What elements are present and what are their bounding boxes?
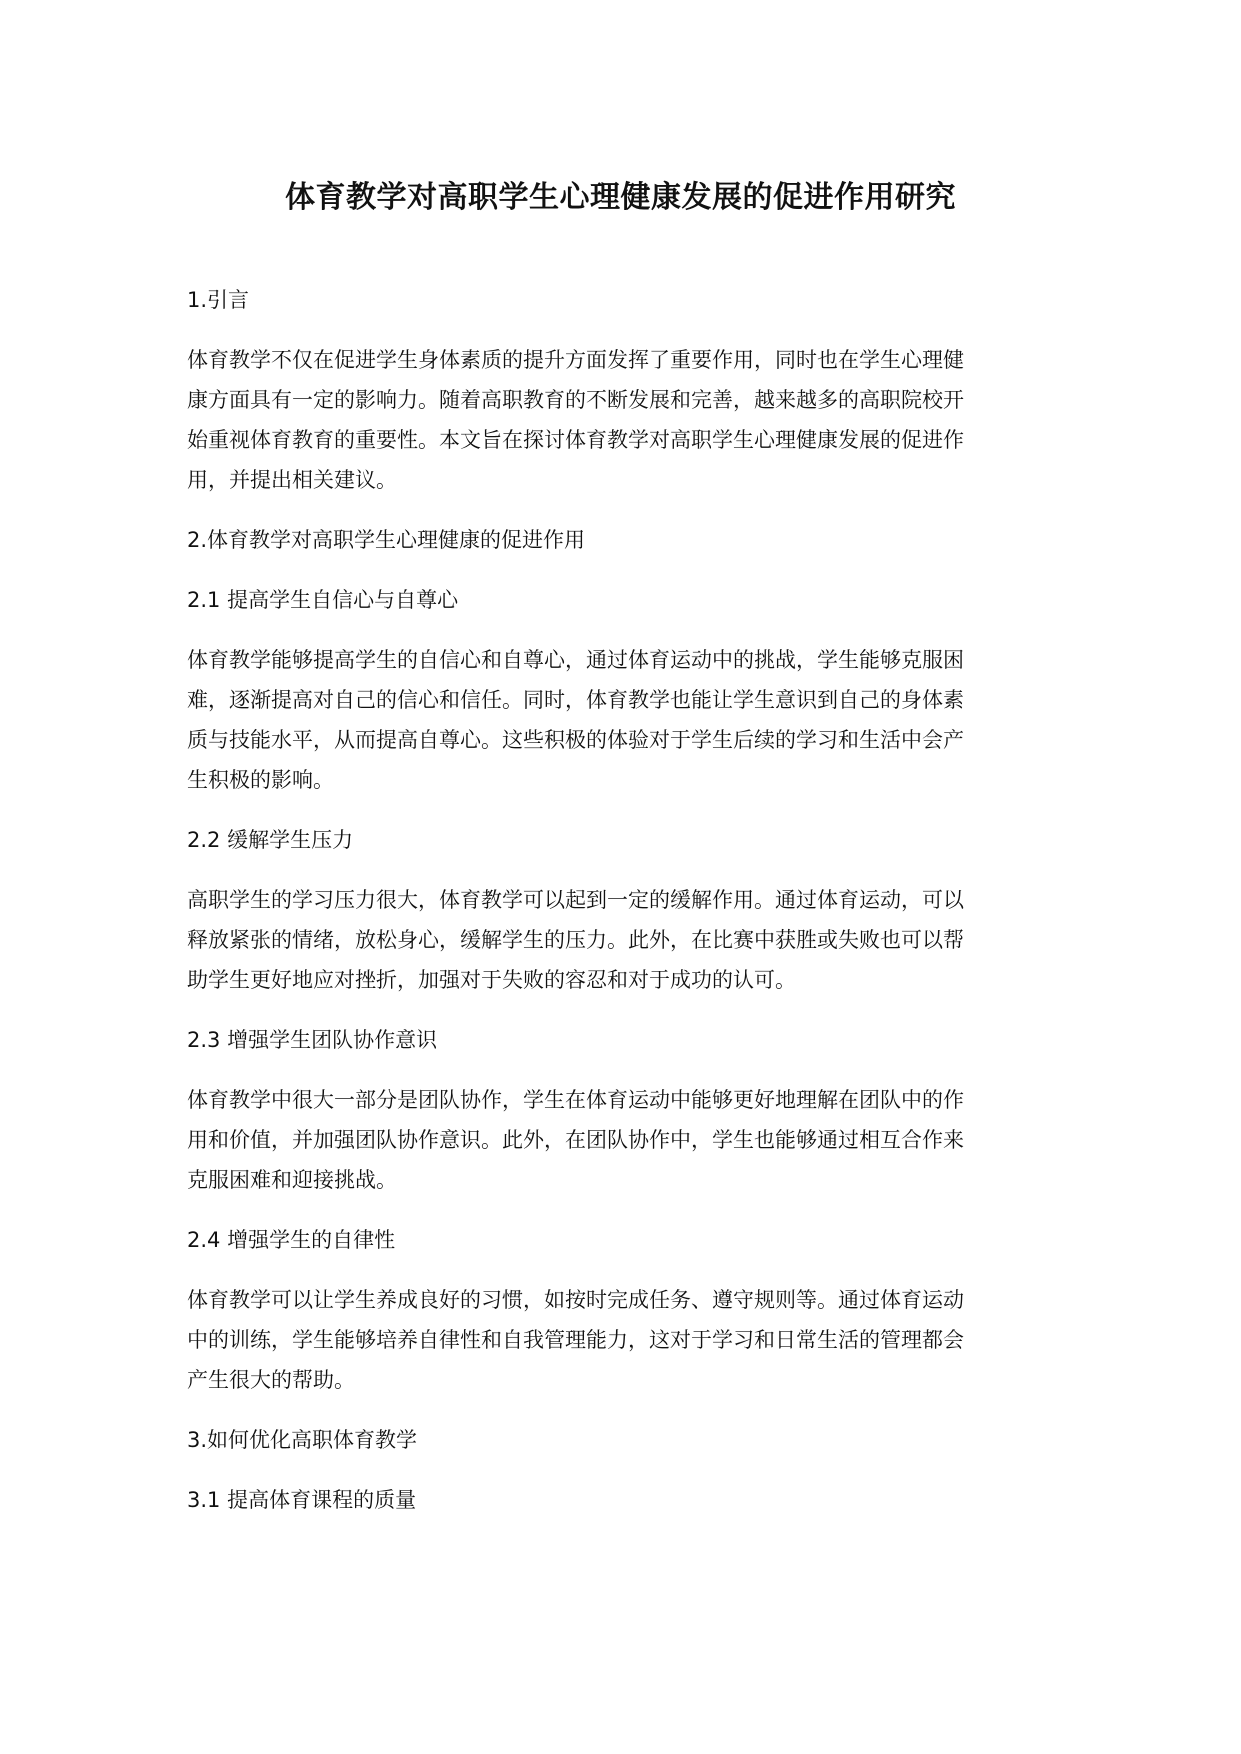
- paragraph-confidence: [187, 640, 1037, 800]
- paragraph-line: 质与技能水平，从而提高自尊心。这些积极的体验对于学生后续的学习和生活中会产: [187, 728, 964, 752]
- section-heading-2-2: 2.2 缓解学生压力: [187, 828, 354, 852]
- paragraph-line: 始重视体育教育的重要性。本文旨在探讨体育教学对高职学生心理健康发展的促进作: [187, 428, 964, 452]
- paragraph-self-discipline: [187, 1280, 1037, 1400]
- section-heading-2-3: 2.3 增强学生团队协作意识: [187, 1028, 438, 1052]
- document-title: 体育教学对高职学生心理健康发展的促进作用研究: [285, 180, 956, 215]
- paragraph-introduction: [187, 340, 1037, 500]
- paragraph-line: 体育教学可以让学生养成良好的习惯，如按时完成任务、遵守规则等。通过体育运动: [187, 1288, 964, 1312]
- paragraph-line: 用和价值，并加强团队协作意识。此外，在团队协作中，学生也能够通过相互合作来: [187, 1128, 964, 1152]
- section-heading-3-1: 3.1 提高体育课程的质量: [187, 1488, 417, 1512]
- paragraph-line: 生积极的影响。: [187, 768, 334, 792]
- document-body: [187, 280, 1037, 1540]
- paragraph-line: 难，逐渐提高对自己的信心和信任。同时，体育教学也能让学生意识到自己的身体素: [187, 688, 964, 712]
- paragraph-line: 体育教学不仅在促进学生身体素质的提升方面发挥了重要作用，同时也在学生心理健: [187, 348, 964, 372]
- paragraph-line: 克服困难和迎接挑战。: [187, 1168, 397, 1192]
- paragraph-stress-relief: [187, 880, 1037, 1000]
- paragraph-line: 产生很大的帮助。: [187, 1368, 355, 1392]
- section-heading-2-1: 2.1 提高学生自信心与自尊心: [187, 588, 459, 612]
- paragraph-line: 中的训练，学生能够培养自律性和自我管理能力，这对于学习和日常生活的管理都会: [187, 1328, 964, 1352]
- paragraph-line: 体育教学能够提高学生的自信心和自尊心，通过体育运动中的挑战，学生能够克服困: [187, 648, 964, 672]
- section-heading-2-4: 2.4 增强学生的自律性: [187, 1228, 396, 1252]
- paragraph-line: 康方面具有一定的影响力。随着高职教育的不断发展和完善，越来越多的高职院校开: [187, 388, 964, 412]
- section-heading-1: 1.引言: [187, 288, 250, 312]
- paragraph-line: 体育教学中很大一部分是团队协作，学生在体育运动中能够更好地理解在团队中的作: [187, 1088, 964, 1112]
- paragraph-teamwork: [187, 1080, 1037, 1200]
- paragraph-line: 高职学生的学习压力很大，体育教学可以起到一定的缓解作用。通过体育运动，可以: [187, 888, 964, 912]
- section-heading-3: 3.如何优化高职体育教学: [187, 1428, 418, 1452]
- paragraph-line: 释放紧张的情绪，放松身心，缓解学生的压力。此外，在比赛中获胜或失败也可以帮: [187, 928, 964, 952]
- paragraph-line: 助学生更好地应对挫折，加强对于失败的容忍和对于成功的认可。: [187, 968, 796, 992]
- section-heading-2: 2.体育教学对高职学生心理健康的促进作用: [187, 528, 586, 552]
- paragraph-line: 用，并提出相关建议。: [187, 468, 397, 492]
